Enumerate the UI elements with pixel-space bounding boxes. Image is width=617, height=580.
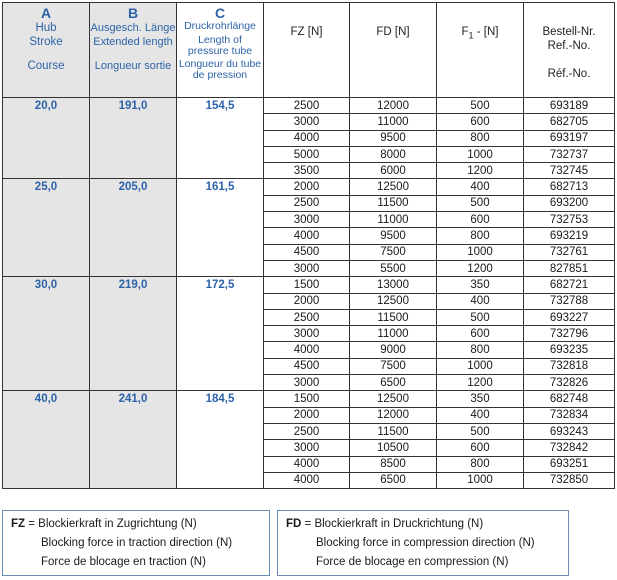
fd-cell: 11000 — [350, 326, 437, 342]
fz-cell: 4000 — [264, 472, 350, 488]
header-a-hub: Hub — [35, 22, 57, 34]
header-ref-fr: Réf.-No. — [547, 68, 591, 80]
header-fz-label: FZ [N] — [290, 26, 323, 38]
header-a-course: Course — [27, 60, 65, 72]
f1-cell: 400 — [437, 179, 524, 195]
fz-cell: 3000 — [264, 212, 350, 228]
stroke-cell: 20,0 — [3, 98, 90, 179]
fz-cell: 3000 — [264, 326, 350, 342]
fd-cell: 11000 — [350, 114, 437, 130]
ref-cell: 693235 — [524, 342, 615, 358]
fd-cell: 8500 — [350, 456, 437, 472]
fz-cell: 4000 — [264, 228, 350, 244]
header-row — [3, 3, 615, 98]
legend-fd-key: FD — [286, 518, 302, 530]
f1-cell: 1000 — [437, 146, 524, 162]
legend-fz-key: FZ — [11, 518, 26, 530]
ref-cell: 732834 — [524, 407, 615, 423]
header-f1-unit: - [N] — [473, 26, 499, 38]
fd-cell: 12500 — [350, 293, 437, 309]
ref-cell: 732737 — [524, 146, 615, 162]
ref-cell: 732818 — [524, 358, 615, 374]
header-a-letter: A — [40, 5, 52, 21]
extended-length-cell: 205,0 — [90, 179, 177, 277]
fz-cell: 2500 — [264, 98, 350, 114]
f1-cell: 1200 — [437, 375, 524, 391]
fd-cell: 12500 — [350, 179, 437, 195]
header-stroke — [3, 3, 90, 98]
f1-cell: 600 — [437, 212, 524, 228]
f1-cell: 400 — [437, 407, 524, 423]
legend-fz-de: = Blockierkraft in Zugrichtung (N) — [25, 518, 197, 530]
legend-fd-line1 — [286, 515, 560, 534]
extended-length-cell: 219,0 — [90, 277, 177, 391]
ref-cell: 693243 — [524, 423, 615, 439]
header-b-letter: B — [127, 5, 139, 21]
fz-cell: 1500 — [264, 277, 350, 293]
fd-cell: 6500 — [350, 375, 437, 391]
f1-cell: 500 — [437, 309, 524, 325]
f1-cell: 800 — [437, 456, 524, 472]
fd-cell: 10500 — [350, 440, 437, 456]
fz-cell: 2500 — [264, 309, 350, 325]
header-pressure-tube — [177, 3, 264, 98]
f1-cell: 1200 — [437, 163, 524, 179]
fz-cell: 4500 — [264, 244, 350, 260]
header-fd — [350, 3, 437, 98]
fd-cell: 6000 — [350, 163, 437, 179]
pressure-tube-cell: 161,5 — [177, 179, 264, 277]
header-c-fr1: Longueur du tube — [178, 58, 262, 70]
header-ref-de: Bestell-Nr. — [542, 26, 596, 38]
fz-cell: 3000 — [264, 114, 350, 130]
legend-fd-de: = Blockierkraft in Druckrichtung (N) — [301, 518, 484, 530]
header-a-stroke: Stroke — [29, 36, 63, 48]
stroke-cell: 30,0 — [3, 277, 90, 391]
ref-cell: 732796 — [524, 326, 615, 342]
legend-fz-fr: Force de blocage en traction (N) — [41, 556, 206, 568]
header-c-fr2: de pression — [192, 69, 248, 81]
header-f1-sub: 1 — [468, 30, 474, 41]
header-c-de: Druckrohrlänge — [184, 20, 256, 32]
fd-cell: 9500 — [350, 130, 437, 146]
ref-cell: 732745 — [524, 163, 615, 179]
ref-cell: 693227 — [524, 309, 615, 325]
fd-cell: 9000 — [350, 342, 437, 358]
fz-cell: 4500 — [264, 358, 350, 374]
f1-cell: 500 — [437, 98, 524, 114]
fz-cell: 2500 — [264, 195, 350, 211]
ref-cell: 693189 — [524, 98, 615, 114]
fz-cell: 4000 — [264, 130, 350, 146]
ref-cell: 682721 — [524, 277, 615, 293]
table-row — [3, 391, 615, 407]
legend-fz-en: Blocking force in traction direction (N) — [41, 537, 233, 549]
fd-cell: 12500 — [350, 391, 437, 407]
f1-cell: 500 — [437, 423, 524, 439]
header-b-de: Ausgesch. Länge — [90, 22, 176, 34]
fz-cell: 3500 — [264, 163, 350, 179]
table-row — [3, 98, 615, 114]
ref-cell: 732850 — [524, 472, 615, 488]
fd-cell: 13000 — [350, 277, 437, 293]
extended-length-cell: 191,0 — [90, 98, 177, 179]
ref-cell: 732761 — [524, 244, 615, 260]
fz-cell: 2000 — [264, 179, 350, 195]
pressure-tube-cell: 154,5 — [177, 98, 264, 179]
ref-cell: 827851 — [524, 260, 615, 276]
header-fd-label: FD [N] — [376, 26, 410, 38]
fd-cell: 12000 — [350, 98, 437, 114]
table-row — [3, 179, 615, 195]
spec-table — [2, 2, 615, 489]
fz-cell: 3000 — [264, 260, 350, 276]
ref-cell: 693219 — [524, 228, 615, 244]
table-row — [3, 277, 615, 293]
fz-cell: 3000 — [264, 375, 350, 391]
ref-cell: 732842 — [524, 440, 615, 456]
header-b-fr: Longueur sortie — [94, 60, 172, 72]
ref-cell: 732826 — [524, 375, 615, 391]
f1-cell: 500 — [437, 195, 524, 211]
header-f1-label — [437, 25, 523, 42]
f1-cell: 600 — [437, 326, 524, 342]
legend-fz-line1 — [11, 515, 261, 534]
header-c-en1: Length of — [198, 34, 242, 46]
legend-fd — [277, 510, 569, 576]
fd-cell: 12000 — [350, 407, 437, 423]
header-fz — [264, 3, 350, 98]
ref-cell: 732788 — [524, 293, 615, 309]
fz-cell: 4000 — [264, 342, 350, 358]
fd-cell: 7500 — [350, 358, 437, 374]
fz-cell: 3000 — [264, 440, 350, 456]
fd-cell: 9500 — [350, 228, 437, 244]
f1-cell: 600 — [437, 440, 524, 456]
f1-cell: 1000 — [437, 244, 524, 260]
ref-cell: 693200 — [524, 195, 615, 211]
fd-cell: 11500 — [350, 309, 437, 325]
f1-cell: 600 — [437, 114, 524, 130]
f1-cell: 800 — [437, 130, 524, 146]
header-b-en: Extended length — [93, 36, 173, 48]
table-body — [3, 98, 615, 489]
header-extended-length — [90, 3, 177, 98]
header-c-en2: pressure tube — [187, 45, 253, 57]
extended-length-cell: 241,0 — [90, 391, 177, 489]
fz-cell: 2500 — [264, 423, 350, 439]
stroke-cell: 25,0 — [3, 179, 90, 277]
f1-cell: 1000 — [437, 358, 524, 374]
legend-fd-fr: Force de blocage en compression (N) — [316, 556, 509, 568]
header-f1 — [437, 3, 524, 98]
fz-cell: 2000 — [264, 407, 350, 423]
ref-cell: 682748 — [524, 391, 615, 407]
fd-cell: 11500 — [350, 423, 437, 439]
fz-cell: 1500 — [264, 391, 350, 407]
fd-cell: 11000 — [350, 212, 437, 228]
ref-cell: 682713 — [524, 179, 615, 195]
f1-cell: 400 — [437, 293, 524, 309]
fd-cell: 6500 — [350, 472, 437, 488]
ref-cell: 732753 — [524, 212, 615, 228]
f1-cell: 1000 — [437, 472, 524, 488]
fd-cell: 11500 — [350, 195, 437, 211]
header-ref-en: Ref.-No. — [547, 40, 591, 52]
f1-cell: 1200 — [437, 260, 524, 276]
ref-cell: 693251 — [524, 456, 615, 472]
ref-cell: 682705 — [524, 114, 615, 130]
stroke-cell: 40,0 — [3, 391, 90, 489]
f1-cell: 350 — [437, 277, 524, 293]
header-f1-f: F — [461, 26, 469, 38]
fd-cell: 5500 — [350, 260, 437, 276]
pressure-tube-cell: 184,5 — [177, 391, 264, 489]
f1-cell: 350 — [437, 391, 524, 407]
f1-cell: 800 — [437, 228, 524, 244]
ref-cell: 693197 — [524, 130, 615, 146]
header-ref-no — [524, 3, 615, 98]
legend-fd-en: Blocking force in compression direction (N) — [316, 537, 535, 549]
fd-cell: 7500 — [350, 244, 437, 260]
pressure-tube-cell: 172,5 — [177, 277, 264, 391]
header-c-letter: C — [214, 5, 226, 21]
f1-cell: 800 — [437, 342, 524, 358]
fz-cell: 5000 — [264, 146, 350, 162]
legend-fz — [2, 510, 270, 576]
fd-cell: 8000 — [350, 146, 437, 162]
fz-cell: 4000 — [264, 456, 350, 472]
fz-cell: 2000 — [264, 293, 350, 309]
